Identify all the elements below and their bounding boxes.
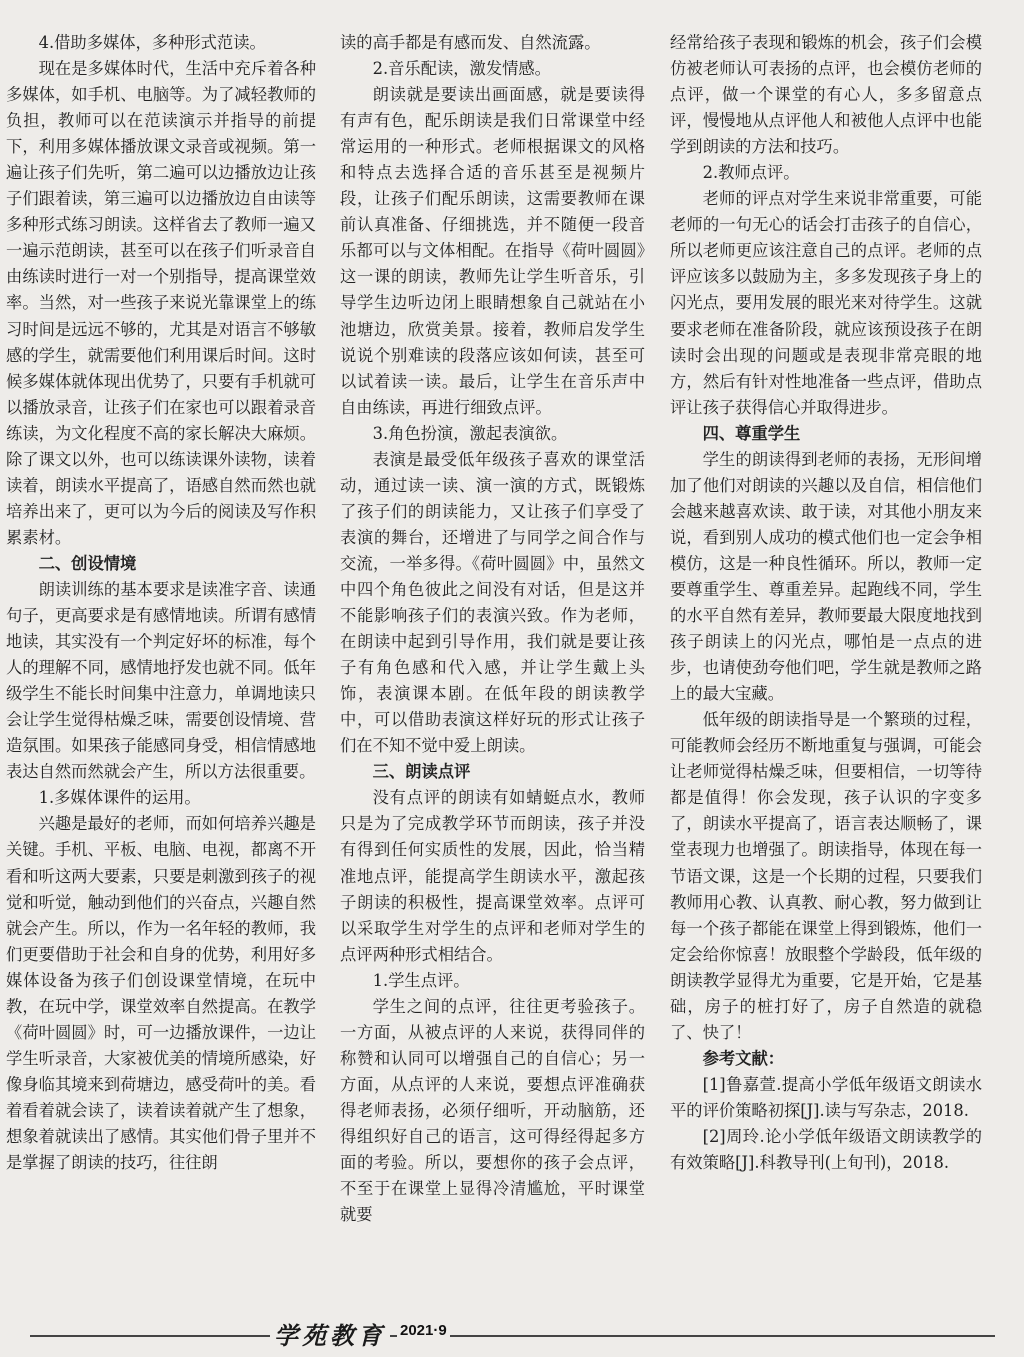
paragraph-continued: 读的高手都是有感而发、自然流露。: [340, 33, 601, 52]
paragraph: 学生之间的点评，往往更考验孩子。一方面，从被点评的人来说，获得同伴的称赞和认同可以增强自己的自信心；另一方面，从点评的人来说，要想点评准确获得老师表扬，必须仔细听，开动脑筋，还得组织好自己的语言，这可得经得起多方面的考验。所以，要想你的孩子会点评，不至于在课堂上显得冷清尴尬，平时课堂就要: [340, 996, 645, 1225]
paragraph: 学生的朗读得到老师的表扬，无形间增加了他们对朗读的兴趣以及自信，相信他们会越来越喜欢读、敢于读，对其他小朋友来说，看到别人成功的模式他们也一定会争相模仿，这是一种良性循环。所以，教师一定要尊重学生、尊重差异。起跑线不同，学生的水平自然有差异，教师要最大限度地找到孩子朗读上的闪光点，哪怕是一点点的进步，也请使劲夸他们吧，学生就是教师之路上的最大宝藏。: [670, 449, 982, 704]
footer-rule: [30, 1335, 995, 1337]
subsection-heading: 4.借助多媒体，多种形式范读。: [38, 33, 266, 52]
subsection-heading: 2.音乐配读，激发情感。: [372, 59, 551, 79]
paragraph: 表演是最受低年级孩子喜欢的课堂活动，通过读一读、演一演的方式，既锻炼了孩子们的朗读能力，又让孩子们享受了表演的舞台，还增进了与同学之间合作与交流，一举多得。《荷叶圆圆》中，虽然文中四个角色彼此之间没有对话，但是这并不能影响孩子们的表演兴致。作为老师，在朗读中起到引导作用，我们就是要让孩子有角色感和代入感，并让学生戴上头饰，表演课本剧。在低年段的朗读教学中，可以借助表演这样好玩的形式让孩子们在不知不觉中爱上朗读。: [340, 449, 645, 756]
subsection-heading: 2.教师点评。: [702, 163, 800, 183]
issue-number: 2021·9: [397, 1322, 450, 1339]
middle-column: [340, 30, 645, 1228]
section-heading: 二、创设情境: [38, 553, 137, 573]
paragraph: 兴趣是最好的老师，而如何培养兴趣是关键。手机、平板、电脑、电视，都离不开看和听这两大要素，只要是刺激到孩子的视觉和听觉，触动到他们的兴奋点，兴趣自然就会产生。所以，作为一名年轻的教师，我们更要借助于社会和自身的优势，利用好多媒体设备为孩子们创设课堂情境，在玩中教，在玩中学，课堂效率自然提高。在教学《荷叶圆圆》时，可一边播放课件，一边让学生听录音，大家被优美的情境所感染，好像身临其境来到荷塘边，感受荷叶的美。看着看着就会读了，读着读着就产生了想象，想象着就读出了感情。其实他们骨子里并不是掌握了朗读的技巧，往往朗: [6, 814, 316, 1173]
paragraph-continued: 经常给孩子表现和锻炼的机会，孩子们会模仿被老师认可表扬的点评，也会模仿老师的点评，做一个课堂的有心人，多多留意点评，慢慢地从点评他人和被他人点评中也能学到朗读的方法和技巧。: [670, 33, 982, 157]
reference-entry: [1]鲁嘉萱.提高小学低年级语文朗读水平的评价策略初探[J].读与写杂志，2018.: [670, 1074, 982, 1120]
subsection-heading: 1.多媒体课件的运用。: [38, 788, 201, 808]
references-heading: 参考文献：: [702, 1048, 785, 1068]
reference-entry: [2]周玲.论小学低年级语文朗读教学的有效策略[J].科教导刊(上旬刊)，2018.: [670, 1126, 982, 1173]
section-heading: 四、尊重学生: [702, 423, 801, 443]
left-column: [6, 30, 316, 1176]
paragraph: 老师的评点对学生来说非常重要，可能老师的一句无心的话会打击孩子的自信心，所以老师更应该注意自己的点评。老师的点评应该多以鼓励为主，多多发现孩子身上的闪光点，要用发展的眼光来对待学生。这就要求老师在准备阶段，就应该预设孩子在朗读时会出现的问题或是表现非常亮眼的地方，然后有针对性地准备一些点评，借助点评让孩子获得信心并取得进步。: [670, 189, 982, 417]
paragraph: 朗读训练的基本要求是读准字音、读通句子，更高要求是有感情地读。所谓有感情地读，其实没有一个判定好坏的标准，每个人的理解不同，感情地抒发也就不同。低年级学生不能长时间集中注意力，单调地读只会让学生觉得枯燥乏味，需要创设情境、营造氛围。如果孩子能感同身受，相信情感地表达自然而然就会产生，所以方法很重要。: [6, 579, 316, 782]
journal-logo: 学苑教育: [270, 1316, 390, 1351]
paragraph: 没有点评的朗读有如蜻蜓点水，教师只是为了完成教学环节而朗读，孩子并没有得到任何实质性的发展，因此，恰当精准地点评，能提高学生朗读水平，激起孩子朗读的积极性，提高课堂效率。点评可以采取学生对学生的点评和老师对学生的点评两种形式相结合。: [340, 788, 645, 964]
subsection-heading: 1.学生点评。: [372, 970, 470, 990]
paragraph: 低年级的朗读指导是一个繁琐的过程，可能教师会经历不断地重复与强调，可能会让老师觉得枯燥乏味，但要相信，一切等待都是值得！你会发现，孩子认识的字变多了，朗读水平提高了，语言表达顺畅了，课堂表现力也增强了。朗读指导，体现在每一节语文课，这是一个长期的过程，只要我们教师用心教、认真教、耐心教，努力做到让每一个孩子都能在课堂上得到锻炼，他们一定会给你惊喜！放眼整个学龄段，低年级的朗读教学显得尤为重要，它是开始，它是基础，房子的桩打好了，房子自然造的就稳了、快了！: [670, 710, 982, 1042]
section-heading: 三、朗读点评: [372, 762, 471, 782]
right-column: [670, 30, 982, 1176]
paragraph: 现在是多媒体时代，生活中充斥着各种多媒体，如手机、电脑等。为了减轻教师的负担，教师可以在范读演示并指导的前提下，利用多媒体播放课文录音或视频。第一遍让孩子们先听，第二遍可以边播放边让孩子们跟着读，第三遍可以边播放边自由读等多种形式练习朗读。这样省去了教师一遍又一遍示范朗读，甚至可以在孩子们听录音自由练读时进行一对一个别指导，提高课堂效率。当然，对一些孩子来说光靠课堂上的练习时间是远远不够的，尤其是对语言不够敏感的学生，就需要他们利用课后时间。这时候多媒体就体现出优势了，只要有手机就可以播放录音，让孩子们在家也可以跟着录音练读，为文化程度不高的家长解决大麻烦。除了课文以外，也可以练读课外读物，读着读着，朗读水平提高了，语感自然而然也就培养出来了，更可以为今后的阅读及写作积累素材。: [6, 59, 316, 547]
paragraph: 朗读就是要读出画面感，就是要读得有声有色，配乐朗读是我们日常课堂中经常运用的一种形式。老师根据课文的风格和特点去选择合适的音乐甚至是视频片段，让孩子们配乐朗读，这需要教师在课前认真准备、仔细挑选，并不随便一段音乐都可以与文体相配。在指导《荷叶圆圆》这一课的朗读，教师先让学生听音乐，引导学生边听边闭上眼睛想象自己就站在小池塘边，欣赏美景。接着，教师启发学生说说个别难读的段落应该如何读，甚至可以试着读一读。最后，让学生在音乐声中自由练读，再进行细致点评。: [340, 85, 645, 417]
subsection-heading: 3.角色扮演，激起表演欲。: [372, 423, 568, 443]
